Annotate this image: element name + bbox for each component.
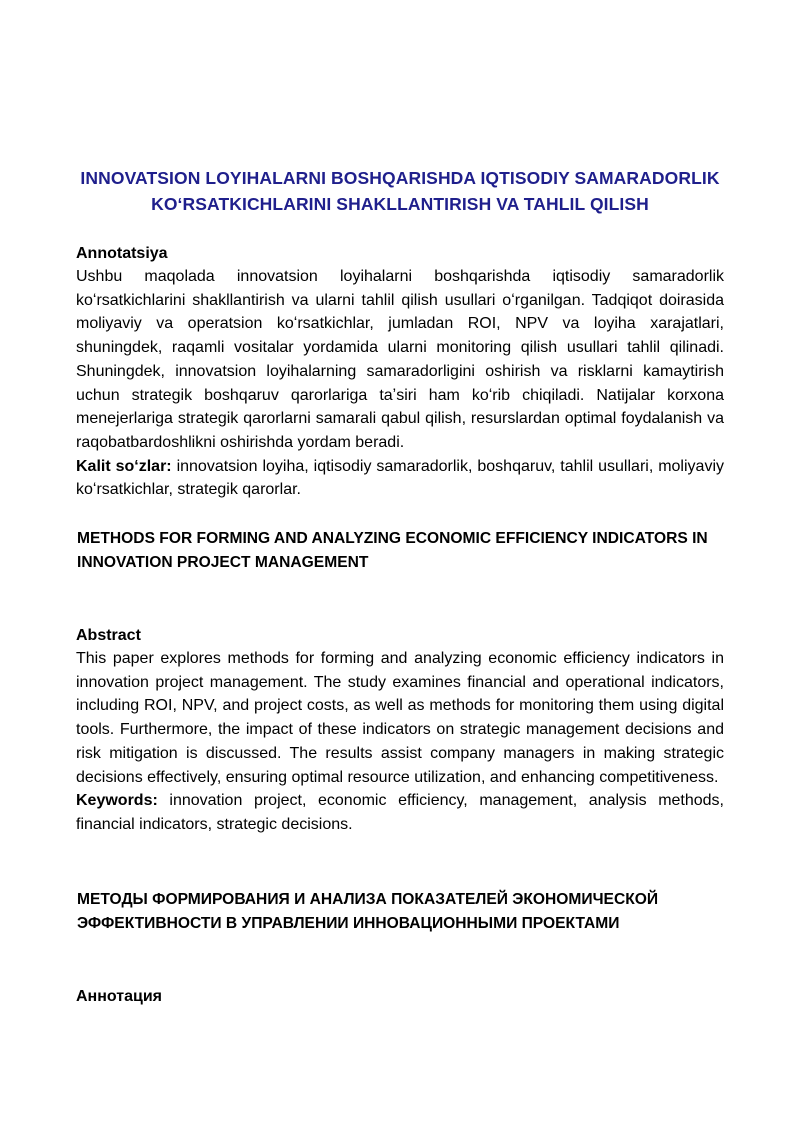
uz-abstract-heading: Annotatsiya: [76, 245, 168, 262]
ru-title: МЕТОДЫ ФОРМИРОВАНИЯ И АНАЛИЗА ПОКАЗАТЕЛЕЙ ЭКОНОМИЧЕСКОЙ ЭФФЕКТИВНОСТИ В УПРАВЛЕНИИ ИННОВАЦИОННЫМИ ПРОЕКТАМИ: [77, 891, 659, 932]
en-abstract-heading: Abstract: [76, 627, 141, 644]
uz-keywords-label: Kalit soʻzlar:: [76, 457, 172, 475]
en-keywords-text: innovation project, economic efficiency, management, analysis methods, financial indicators, strategic decisions.: [76, 792, 724, 833]
en-keywords-label: Keywords:: [76, 792, 158, 810]
ru-abstract-heading: Аннотация: [76, 988, 162, 1005]
en-abstract-text: This paper explores methods for forming and analyzing economic efficiency indicators in innovation project management. The study examines financial and operational indicators, including ROI, NPV, and project costs, as well as methods for monitoring them using digital tools. Furthermore, the impact of these indicators on strategic management decisions and risk mitigation is discussed. The results assist company managers in making strategic decisions effectively, ensuring optimal resource utilization, and enhancing competitiveness.: [76, 650, 724, 786]
uz-abstract-text: Ushbu maqolada innovatsion loyihalarni boshqarishda iqtisodiy samaradorlik koʻrsatkichlarini shakllantirish va ularni tahlil qilish usullari oʻrganilgan. Tadqiqot doirasida moliyaviy va operatsion koʻrsatkichlar, jumladan ROI, NPV va loyiha xarajatlari, shuningdek, raqamli vositalar yordamida ularni monitoring qilish usullari tahlil qilinadi. Shuningdek, innovatsion loyihalarning samaradorligini oshirish va risklarni kamaytirish uchun strategik boshqaruv qarorlariga taʼsiri ham koʻrib chiqiladi. Natijalar korxona menejerlariga strategik qarorlarni samarali qabul qilish, resurslardan optimal foydalanish va raqobatbardoshlikni oshirishda yordam beradi.: [76, 268, 724, 451]
en-keywords: [76, 789, 724, 836]
uz-title: INNOVATSION LOYIHALARNI BOSHQARISHDA IQTISODIY SAMARADORLIK KOʻRSATKICHLARINI SHAKLLANTIRISH VA TAHLIL QILISH: [80, 168, 720, 214]
uz-keywords-text: innovatsion loyiha, iqtisodiy samaradorlik, boshqaruv, tahlil usullari, moliyaviy koʻrsatkichlar, strategik qarorlar.: [76, 457, 724, 499]
en-abstract-section: [76, 625, 724, 837]
ru-abstract-section: [76, 986, 724, 1008]
uz-abstract-section: [76, 243, 724, 502]
uz-keywords: [76, 455, 724, 502]
en-title: METHODS FOR FORMING AND ANALYZING ECONOMIC EFFICIENCY INDICATORS IN INNOVATION PROJECT MANAGEMENT: [77, 530, 708, 571]
